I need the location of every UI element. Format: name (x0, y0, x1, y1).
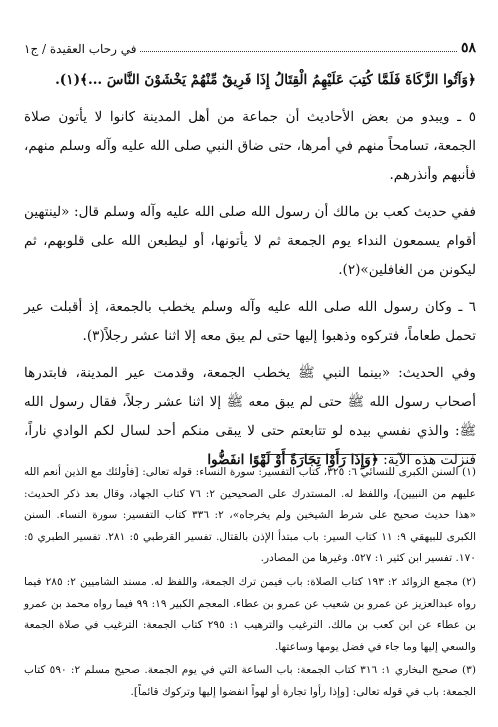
page-header (24, 36, 476, 56)
paragraph-6: ٦ ـ وكان رسول الله صلى الله عليه وآله وسلم يخطب بالجمعة، إذ أقبلت عير تحمل طعاماً، فتركوه وذهبوا إليها حتى لم يبق معه إلا اثنا عشر رجلاً(٣). (24, 299, 476, 344)
hadith-verse: ﴿وَإِذَا رَأَوْا تِجَارَةً أَوْ لَهْوًا انفَضُّوا (207, 452, 379, 468)
header-dotted-leader (140, 50, 456, 52)
footnotes (24, 462, 476, 704)
footnote-1: (١) السنن الكبرى للنسائي ٦: ٣٢٥، كتاب التفسير: سورة النساء: قوله تعالى: [فأولئك مع الذين أنعم الله عليهم من النبيين]، واللفظ له. المستدرك على الصحيحين ٢: ٧٦ كتاب الجهاد، وقال بعد ذكر الحديث: «هذا حديث صحيح على شرط الشيخين ولم يخرجاه»، ٢: ٣٣٦ كتاب التفسير: سورة النساء. السنن الكبرى للبيهقي ٩: ١١ كتاب السير: باب مبتدأ الإذن بالقتال. تفسير القرطبي ٥: ٢٨١. تفسير الطبري ٥: ١٧٠. تفسير ابن كثير ١: ٥٢٧. وغيرها من المصادر. (24, 466, 477, 565)
running-title: في رحاب العقيدة / ج١ (24, 42, 137, 56)
footnote-separator (261, 454, 476, 455)
book-page (24, 0, 476, 727)
footnote-2: (٢) مجمع الزوائد ٢: ١٩٣ كتاب الصلاة: باب فيمن ترك الجمعة، واللفظ له. مسند الشاميين ٢: ٢٨٥ فيما رواه عبدالعزيز عن عمرو بن شعيب عن عمرو بن عطاء. المعجم الكبير ١٩: ٩٩ فيما رواه محمد بن عمرو بن عطاء عن ابن كعب بن مالك. الترغيب والترهيب ١: ٢٩٥ كتاب الجمعة: الترغيب في صلاة الجمعة والسعي إليها وما جاء في فضل يومها وساعتها. (24, 575, 477, 653)
paragraph-kaab-hadith: ففي حديث كعب بن مالك أن رسول الله صلى الله عليه وآله وسلم قال: «لينتهين أقوام يسمعون النداء يوم الجمعة ثم لا يأتونها، أو ليطبعن الله على قلوبهم، ثم ليكونن من الغافلين»(٢). (24, 204, 476, 278)
verse-continuation: ﴿وَآتُوا الزَّكَاةَ فَلَمَّا كُتِبَ عَلَيْهِمُ الْقِتَالُ إِذَا فَرِيقٌ مِّنْهُمْ يَخْشَوْنَ النَّاسَ ...﴾(١). (55, 72, 476, 88)
page-number: ٥٨ (460, 40, 476, 56)
hadith-text: وفي الحديث: «بينما النبي ﷺ يخطب الجمعة، وقدمت عير المدينة، فابتدرها أصحاب رسول الله ﷺ حتى لم يبق معه ﷺ إلا اثنا عشر رجلاً، فقال رسول الله ﷺ: والذي نفسي بيده لو تتابعتم حتى لا يبقى منكم أحد لسال لكم الوادي ناراً، فنزلت هذه الآية: (24, 365, 476, 468)
footnote-3: (٣) صحيح البخاري ١: ٣١٦ كتاب الجمعة: باب الساعة التي في يوم الجمعة. صحيح مسلم ٢: ٥٩٠ كتاب الجمعة: باب في قوله تعالى: [وإذا رأوا تجارة أو لهواً انفضوا إليها وتركوك قائماً]. (24, 664, 476, 698)
main-text (24, 66, 476, 475)
paragraph-5: ٥ ـ ويبدو من بعض الأحاديث أن جماعة من أهل المدينة كانوا لا يأتون صلاة الجمعة، تسامحاً منهم في أمرها، حتى ضاق النبي صلى الله عليه وآله وسلم منهم، فأنبهم وأنذرهم. (24, 109, 476, 183)
paragraph-hadith (24, 359, 476, 475)
